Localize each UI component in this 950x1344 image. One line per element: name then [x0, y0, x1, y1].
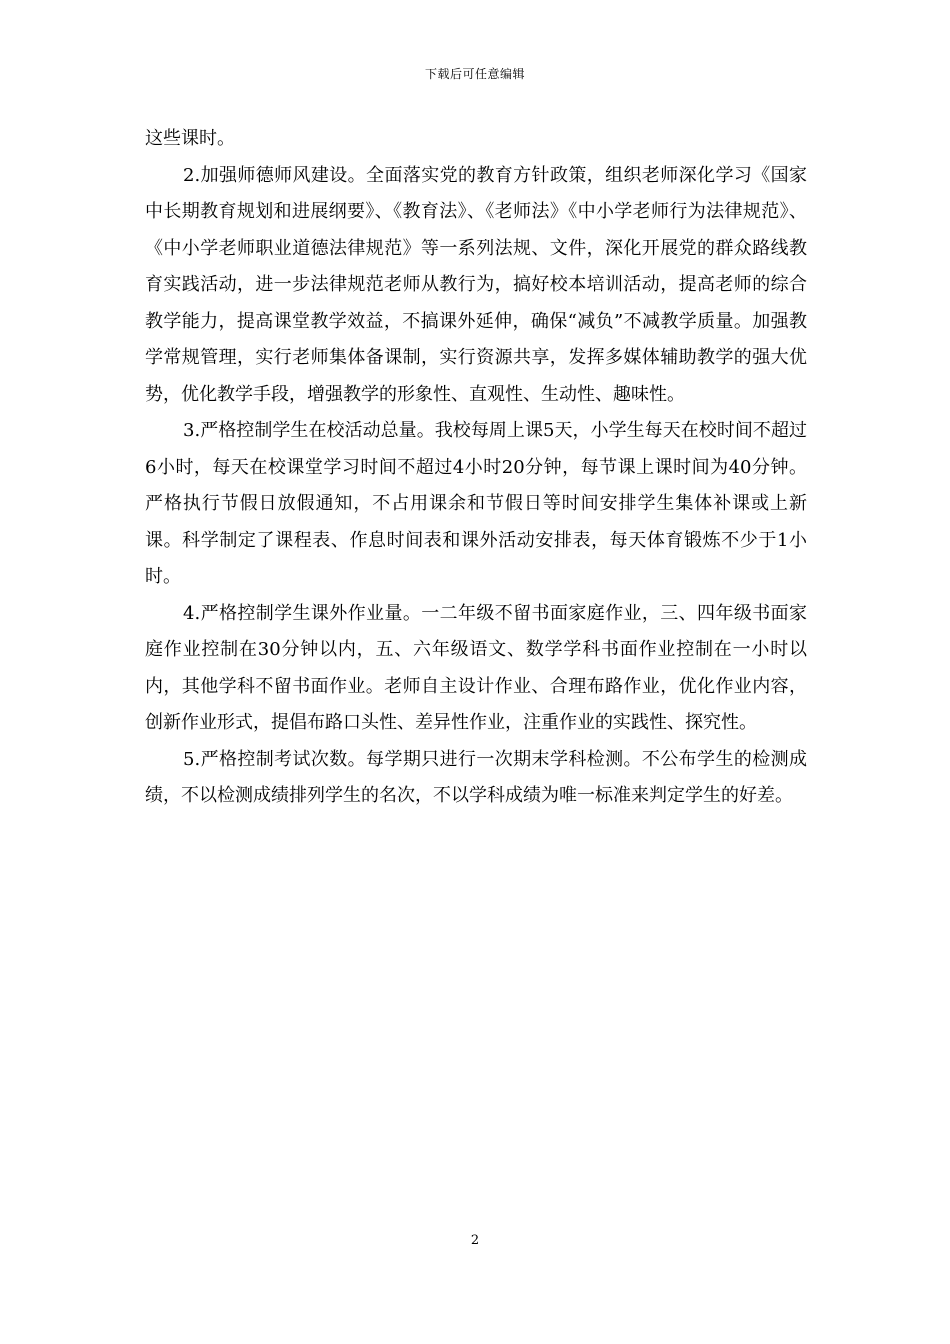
paragraph-item-5: 5.严格控制考试次数。每学期只进行一次期末学科检测。不公布学生的检测成绩，不以检测成绩排列学生的名次，不以学科成绩为唯一标准来判定学生的好差。	[145, 748, 807, 806]
paragraph-continuation: 这些课时。	[145, 128, 235, 149]
page-number: 2	[470, 1233, 480, 1248]
page-header: 下载后可任意编辑	[424, 67, 525, 81]
paragraph-item-2: 2.加强师德师风建设。全面落实党的教育方针政策，组织老师深化学习《国家中长期教育规划和进展纲要》、《教育法》、《老师法》《中小学老师行为法律规范》、《中小学老师职业道德法律规范》等一系列法规、文件，深化开展党的群众路线教育实践活动，进一步法律规范老师从教行为，搞好校本培训活动，提高老师的综合教学能力，提高课堂教学效益，不搞课外延伸，确保“减负”不减教学质量。加强教学常规管理，实行老师集体备课制，实行资源共享，发挥多媒体辅助教学的强大优势，优化教学手段，增强教学的形象性、直观性、生动性、趣味性。	[145, 164, 807, 405]
document-body	[145, 121, 807, 815]
paragraph-item-4: 4.严格控制学生课外作业量。一二年级不留书面家庭作业，三、四年级书面家庭作业控制在30分钟以内，五、六年级语文、数学学科书面作业控制在一小时以内，其他学科不留书面作业。老师自主设计作业、合理布路作业，优化作业内容，创新作业形式，提倡布路口头性、差异性作业，注重作业的实践性、探究性。	[145, 602, 807, 733]
paragraph-item-3: 3.严格控制学生在校活动总量。我校每周上课5天，小学生每天在校时间不超过6小时，每天在校课堂学习时间不超过4小时20分钟，每节课上课时间为40分钟。严格执行节假日放假通知，不占用课余和节假日等时间安排学生集体补课或上新课。科学制定了课程表、作息时间表和课外活动安排表，每天体育锻炼不少于1小时。	[145, 420, 807, 587]
